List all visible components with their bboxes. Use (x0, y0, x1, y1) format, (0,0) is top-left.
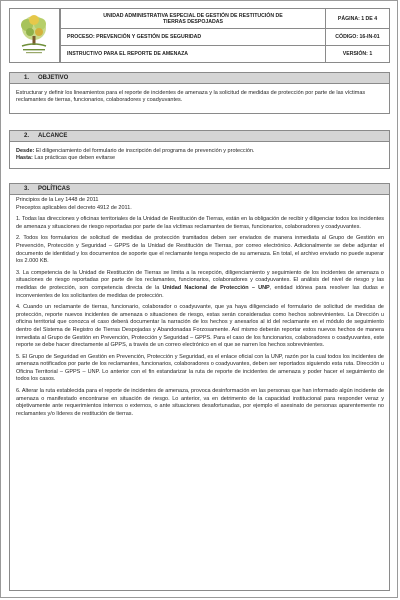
policy-item-1: 1. Todas las direcciones y oficinas territoriales de la Unidad de Restitución de Tierras, están en la obligación de recibir y diligenciar todos los incidentes de amenaza y situaciones de riesgo reportadas por parte de las víctimas reclamantes de tierras, funcionarios, colaboradores y coadyuvantes. (16, 216, 384, 230)
section-title: ALCANCE (38, 133, 68, 139)
header-instructive: INSTRUCTIVO PARA EL REPORTE DE AMENAZA (60, 46, 325, 62)
section-objective-body (9, 83, 390, 114)
header-version: VERSIÓN: 1 (325, 46, 389, 62)
header-process: PROCESO: PREVENCIÓN Y GESTIÓN DE SEGURIDAD (60, 29, 325, 46)
section-number: 1. (24, 75, 30, 81)
policy-intro-law: Principios de la Ley 1448 de 2011 (16, 197, 99, 203)
policy-intro-decree: Preceptos aplicables del decreto 4912 de 2011. (16, 204, 132, 211)
policy-item-3: 3. La competencia de la Unidad de Restitución de Tierras se limita a la recepción, diligenciamiento y seguimiento de los incidentes de amenaza o situaciones de riesgo reportadas por parte de los reclamantes, funcionarios, colaboradores y coadyuvantes. El análisis del nivel de riesgo y las medidas de protección, son competencia directa de la Unidad Nacional de Protección – UNP, entidad idónea para resolver las dudas e inconvenientes de los solicitantes de medidas de protección. (16, 269, 384, 299)
header-code: CÓDIGO: 16-IN-01 (325, 29, 389, 46)
policy-item-2: 2. Todos los formularios de solicitud de medidas de protección tramitados deben ser enviados de manera inmediata al Grupo de Gestión en Prevención, Protección y Seguridad – GPPS de la Unidad de Restitución de Tierras, por correo electrónico. Adicionalmente se debe adjuntar el documento de identidad y los documentos de soporte que el reclamante tenga respecto de su amenaza. En total, el archivo enviado no puede superar los 2.000 KB. (16, 235, 384, 265)
objective-text: Estructurar y definir los lineamientos para el reporte de incidentes de amenaza y la solicitud de medidas de protección por parte de las víctimas reclamantes de tierras, funcionarios, colaboradores y coadyuvantes. (16, 89, 366, 104)
section-title: POLÍTICAS (38, 186, 71, 192)
section-scope-body (9, 141, 390, 169)
section-number: 3. (24, 186, 30, 192)
policy-item-5: 5. El Grupo de Seguridad en Gestión en Prevención, Protección y Seguridad, es el enlace oficial con la UNP, razón por la cual todos los incidentes de amenaza notificados por parte de los reclamantes, funcionarios, colaboradores o coadyuvantes, deben ser reportados siguiendo esta ruta. Dirección u Oficina Territorial – GPPS – UNP. Lo anterior con el fin estandarizar la ruta de reporte de incidentes de amenaza y poder hacer el seguimiento de todos los casos. (16, 353, 384, 383)
header-page-number: PÁGINA: 1 DE 4 (325, 9, 389, 29)
tree-logo-icon (10, 9, 58, 61)
scope-to: Hasta: Las prácticas que deben evitarse (16, 155, 116, 162)
header-entity: UNIDAD ADMINISTRATIVA ESPECIAL DE GESTIÓN DE RESTITUCIÓN DE TIERRAS DESPOJADAS (60, 9, 325, 29)
policy-item-6: 6. Alterar la ruta establecida para el reporte de incidentes de amenaza, provoca desinformación en las personas que han informado algún incidente de amenaza o manifestado encontrarse en situación de riesgo. Lo anterior, va en detrimento de la capacidad institucional para responder veraz y objetivamente ante requerimientos internos o externos, o ante situaciones desafortunadas, por ejemplo el asesinato de personas aparentemente no reclamantes y/o líderes de restitución de tierras. (16, 388, 384, 417)
institution-logo (10, 9, 60, 62)
section-policies-body (9, 194, 390, 591)
policy-item-4: 4. Cuando un reclamante de tierras, funcionario, colaborador o coadyuvante, que ya haya diligenciado el formulario de solicitud de medidas de protección, reporte nuevos incidentes de amenaza o situaciones de riesgo, estas serán consideradas como hechos sobrevinientes. La Dirección u oficina territorial que conozca el caso deberá documentar la narración de los hechos y anexarlos al id del reclamante en el módulo de seguimiento dentro del Sistema de Registro de Tierras Despojadas y Abandonadas Forzosamente. Así mismo deberán reportar estos nuevos hechos de manera inmediata al Grupo de Gestión en Prevención, Protección y Seguridad – GPPS. Para el caso de los funcionarios, colaboradores o coadyuvantes, este reporte se debe hacer directamente al GPPS, a través de un correo electrónico en el que se narren los hechos sobrevinientes. (16, 304, 384, 349)
section-number: 2. (24, 133, 30, 139)
section-title: OBJETIVO (38, 75, 69, 81)
document-header (9, 8, 390, 63)
scope-from: Desde: El diligenciamiento del formulario de inscripción del programa de prevención y protección. (16, 147, 255, 154)
